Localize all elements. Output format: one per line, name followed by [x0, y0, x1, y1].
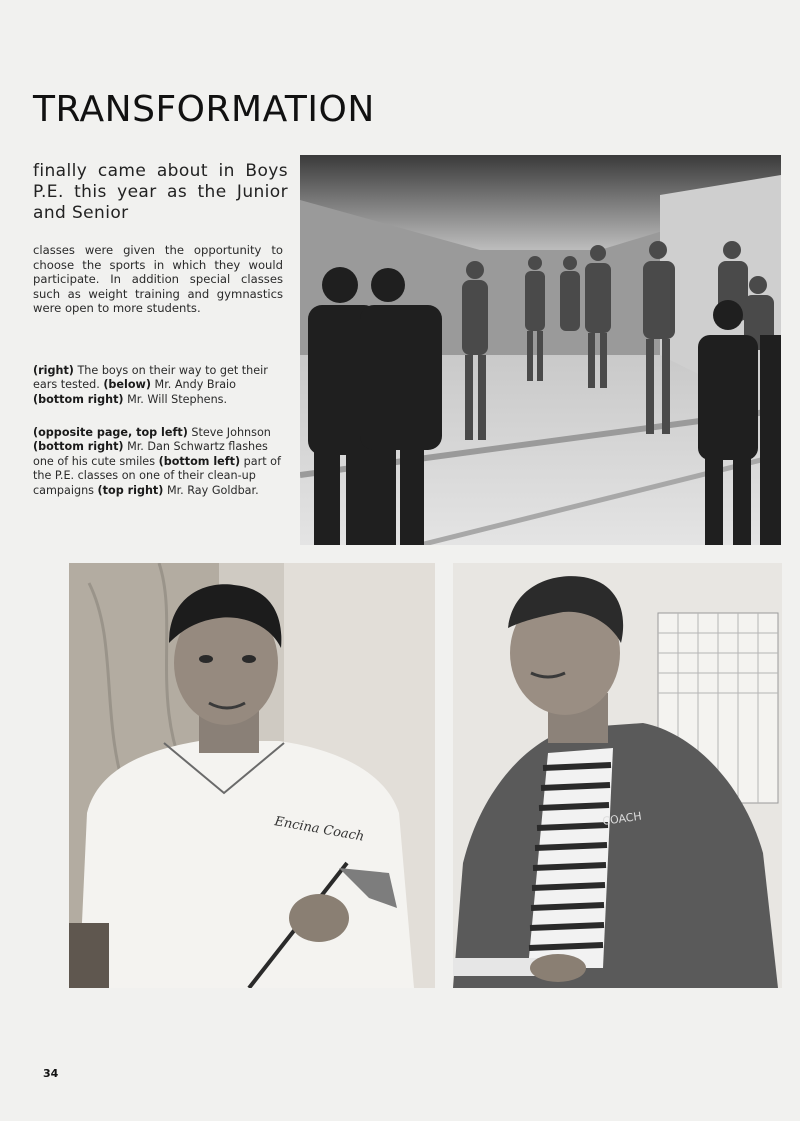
shirt-script-text: Encina Coach	[273, 814, 366, 845]
caption-text: The boys on their way to get their ears tested.	[33, 364, 268, 392]
caption-text: Mr. Ray Goldbar.	[163, 483, 259, 497]
caption-marker: (bottom right)	[33, 392, 124, 406]
jacket-text: COACH	[601, 809, 643, 828]
caption-marker: (bottom left)	[158, 454, 241, 468]
caption-text: Mr. Dan Schwartz flashes one of his cute smiles	[33, 440, 268, 468]
caption-text: Mr. Will Stephens.	[123, 392, 228, 406]
lead-paragraph: finally came about in Boys P.E. this year as the Junior and Senior	[33, 161, 288, 223]
caption-marker: (right)	[33, 364, 74, 377]
photo-man-coach-jacket	[453, 563, 782, 988]
page-title: TRANSFORMATION	[33, 89, 375, 130]
page-number: 34	[43, 1067, 59, 1080]
caption-opposite-page	[33, 426, 283, 498]
caption-text: part of the P.E. classes on one of their clean-up campaigns	[33, 454, 281, 497]
caption-marker: (bottom right)	[33, 440, 124, 454]
body-paragraph: classes were given the opportunity to choose the sports in which they would participate. In addition special classes such as weight training and gymnastics were open to more students.	[33, 243, 283, 316]
caption-marker: (top right)	[97, 483, 164, 497]
caption-text: Steve Johnson	[187, 426, 271, 439]
caption-text: Mr. Andy Braio	[151, 378, 236, 392]
caption-marker: (opposite page, top left)	[33, 426, 188, 439]
caption-photo-credits	[33, 364, 283, 407]
photo-man-golf-club	[69, 563, 435, 988]
photo-corridor-boys	[300, 155, 781, 545]
caption-marker: (below)	[103, 378, 151, 392]
